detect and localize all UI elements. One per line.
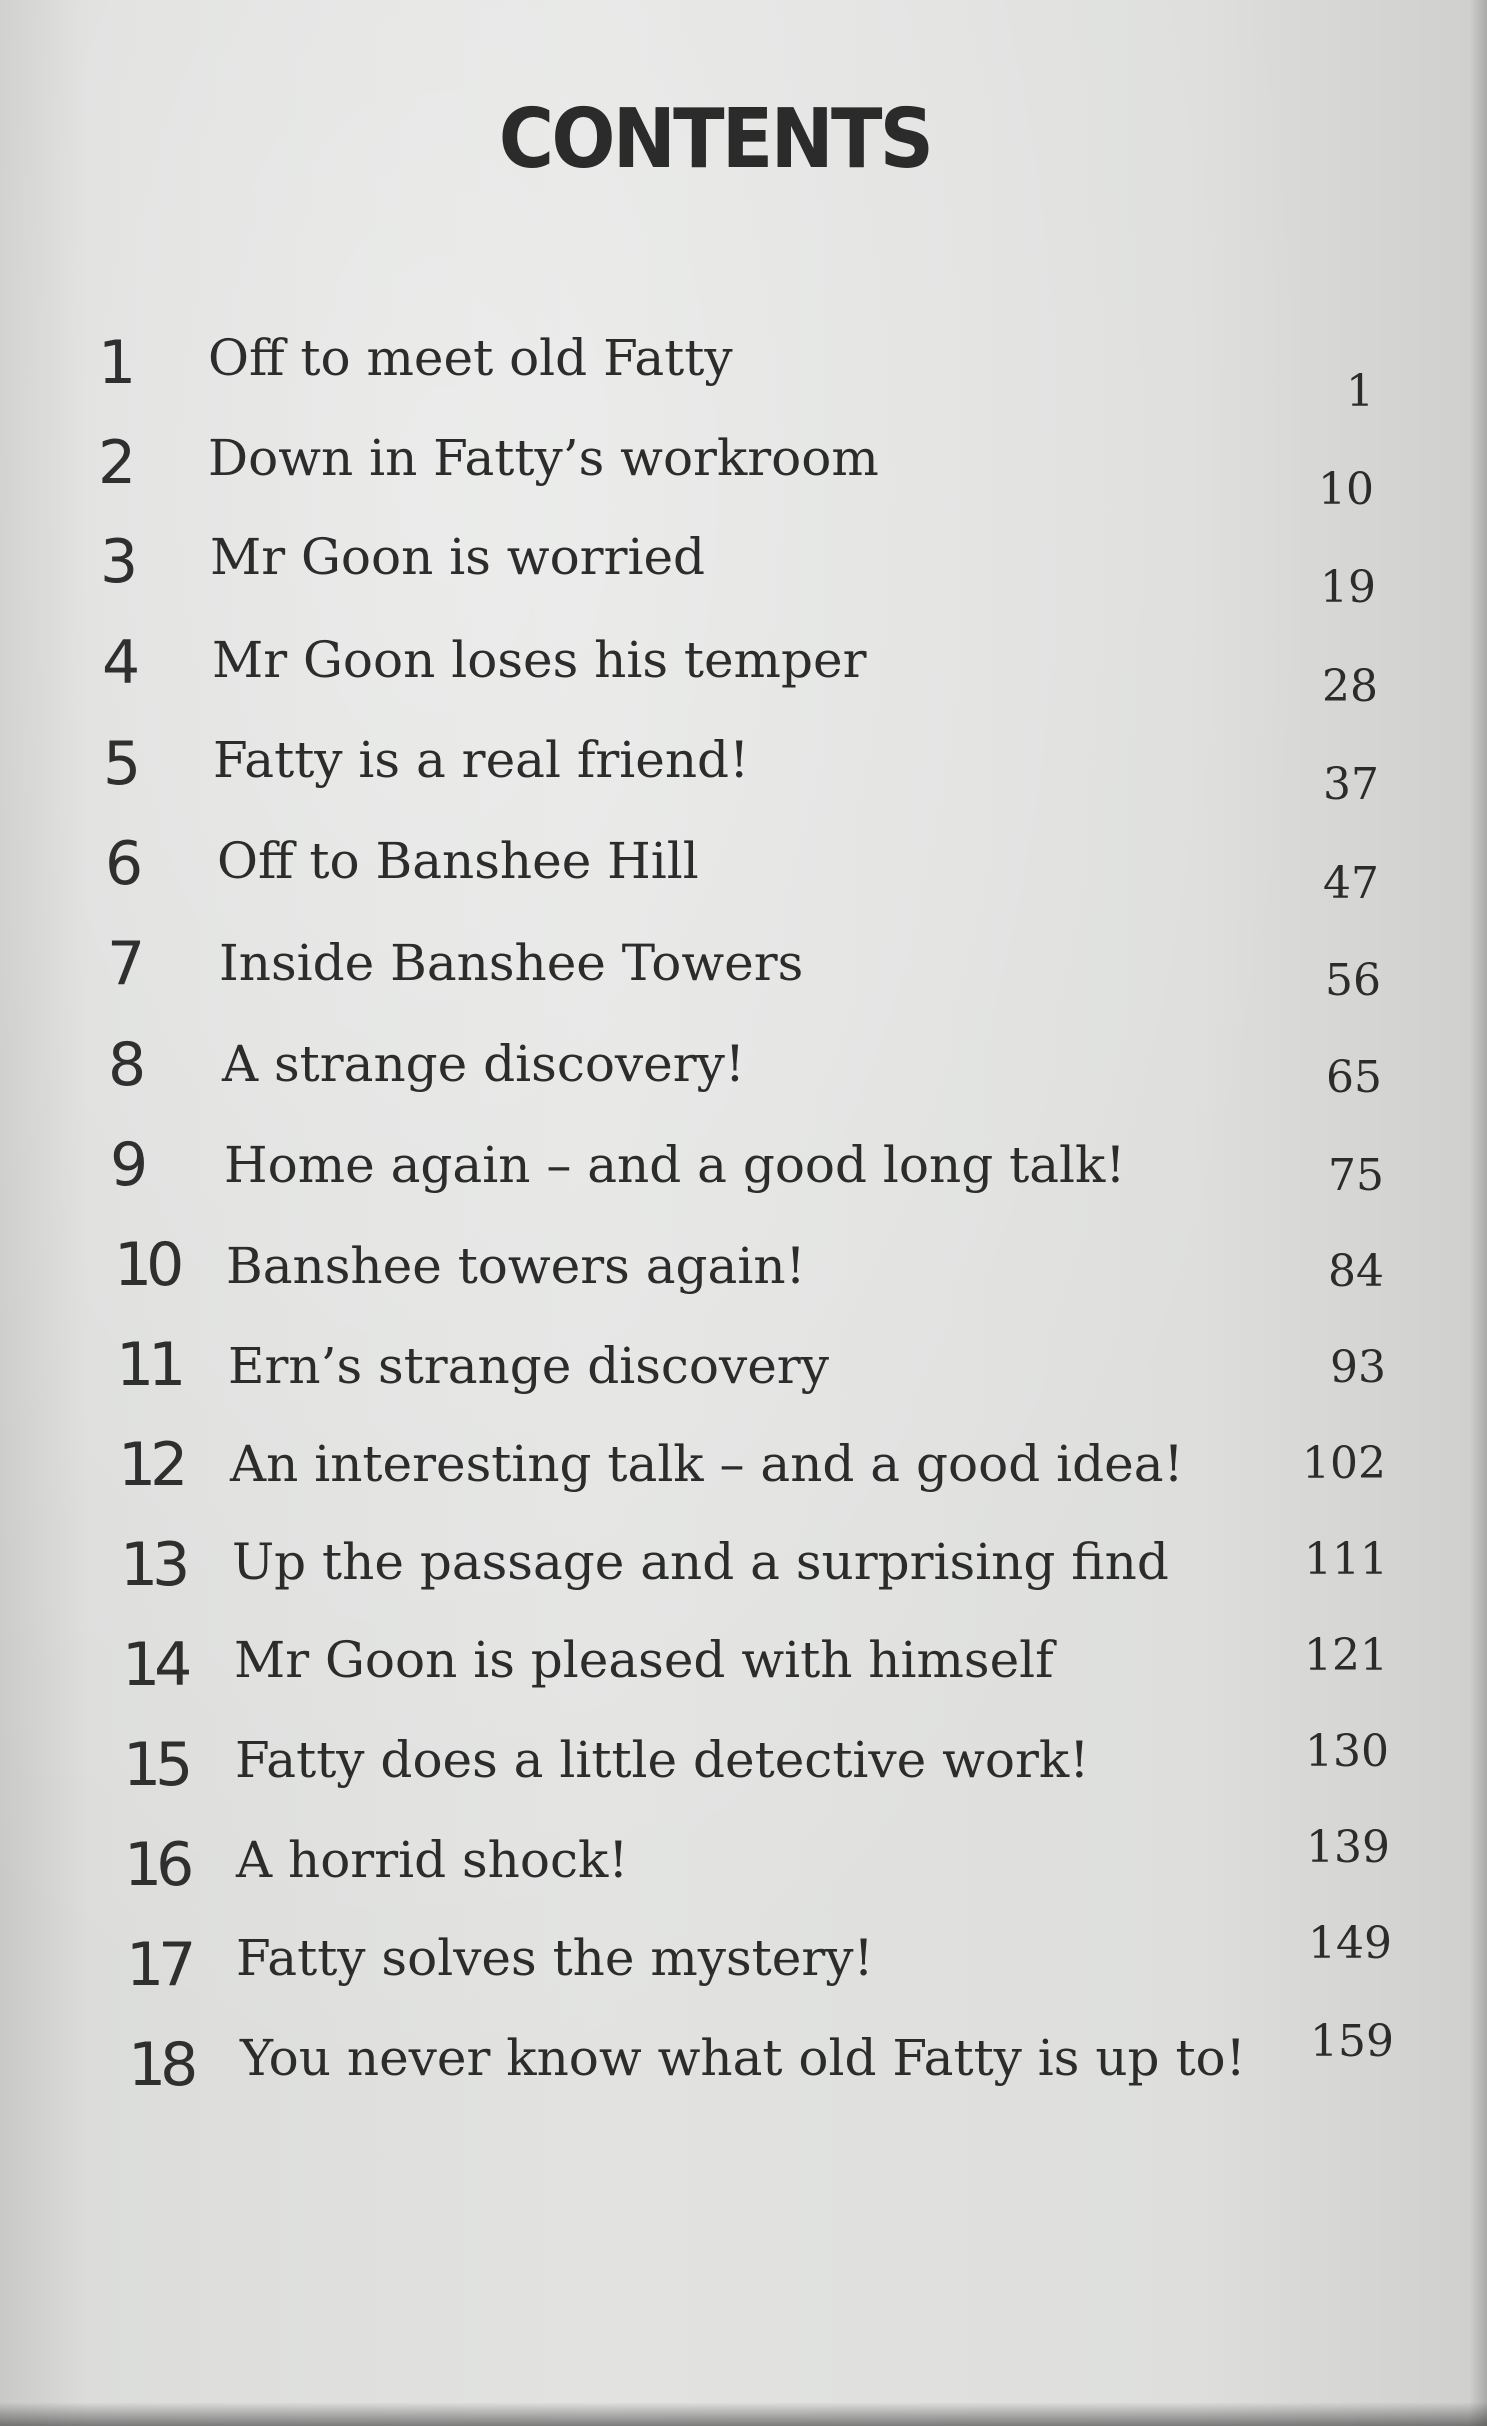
chapter-page: 130 bbox=[1305, 1726, 1389, 1777]
chapter-title: Mr Goon is worried bbox=[210, 528, 706, 586]
chapter-page: 93 bbox=[1330, 1342, 1386, 1393]
toc-entry bbox=[116, 1330, 1386, 1410]
chapter-title: Mr Goon loses his temper bbox=[212, 631, 867, 689]
toc-entry bbox=[123, 1726, 1389, 1810]
chapter-number: 14 bbox=[122, 1630, 187, 1700]
toc-entry bbox=[124, 1822, 1390, 1910]
toc-entry bbox=[108, 1030, 1382, 1110]
chapter-page: 121 bbox=[1304, 1630, 1388, 1681]
toc-entry bbox=[107, 929, 1381, 1009]
chapter-number: 11 bbox=[116, 1330, 181, 1400]
toc-entry bbox=[114, 1230, 1384, 1310]
chapter-title: Home again – and a good long talk! bbox=[224, 1136, 1126, 1194]
chapter-number: 10 bbox=[114, 1230, 179, 1300]
toc-entry bbox=[122, 1630, 1388, 1710]
chapter-number: 16 bbox=[124, 1830, 189, 1900]
page-title: CONTENTS bbox=[498, 92, 932, 187]
chapter-page: 159 bbox=[1310, 2016, 1394, 2067]
chapter-number: 8 bbox=[108, 1030, 141, 1100]
toc-entry bbox=[118, 1430, 1386, 1510]
chapter-page: 139 bbox=[1306, 1822, 1390, 1873]
chapter-number: 7 bbox=[107, 929, 140, 999]
chapter-number: 2 bbox=[98, 428, 131, 498]
chapter-number: 17 bbox=[126, 1930, 191, 2000]
chapter-title: Inside Banshee Towers bbox=[219, 934, 804, 992]
chapter-title: Off to meet old Fatty bbox=[208, 329, 733, 387]
chapter-page: 10 bbox=[1318, 464, 1374, 515]
chapter-title: Fatty does a little detective work! bbox=[235, 1731, 1090, 1789]
page-edge-shadow bbox=[1469, 0, 1487, 2426]
chapter-page: 111 bbox=[1304, 1534, 1388, 1585]
chapter-title: Mr Goon is pleased with himself bbox=[234, 1631, 1054, 1689]
toc-entry bbox=[105, 829, 1379, 909]
chapter-number: 5 bbox=[103, 729, 136, 799]
chapter-number: 18 bbox=[128, 2030, 193, 2100]
chapter-title: Fatty is a real friend! bbox=[213, 731, 750, 789]
toc-entry bbox=[126, 1918, 1392, 2010]
chapter-title: Ern’s strange discovery bbox=[228, 1337, 829, 1395]
toc-entry bbox=[98, 328, 1374, 417]
chapter-number: 9 bbox=[110, 1130, 143, 1200]
toc-entry bbox=[98, 428, 1374, 515]
chapter-page: 75 bbox=[1328, 1150, 1384, 1201]
toc-entry bbox=[110, 1130, 1384, 1210]
toc-entry bbox=[100, 527, 1376, 613]
chapter-title: A strange discovery! bbox=[222, 1035, 745, 1093]
chapter-page: 1 bbox=[1346, 366, 1374, 417]
chapter-number: 15 bbox=[123, 1730, 188, 1800]
toc-entry bbox=[102, 628, 1378, 712]
page-bottom-shadow bbox=[0, 2402, 1487, 2426]
chapter-page: 102 bbox=[1302, 1438, 1386, 1489]
chapter-page: 149 bbox=[1308, 1918, 1392, 1969]
chapter-page: 37 bbox=[1323, 759, 1379, 810]
toc-entry bbox=[120, 1530, 1388, 1610]
chapter-number: 13 bbox=[120, 1530, 185, 1600]
chapter-number: 1 bbox=[98, 328, 131, 398]
chapter-title: Down in Fatty’s workroom bbox=[208, 429, 879, 487]
chapter-title: An interesting talk – and a good idea! bbox=[230, 1435, 1184, 1493]
chapter-page: 47 bbox=[1323, 858, 1379, 909]
chapter-page: 84 bbox=[1328, 1246, 1384, 1297]
chapter-title: Off to Banshee Hill bbox=[217, 832, 699, 890]
chapter-title: You never know what old Fatty is up to! bbox=[240, 2029, 1246, 2087]
chapter-title: Up the passage and a surprising find bbox=[232, 1533, 1169, 1591]
toc-entry bbox=[128, 2016, 1394, 2110]
chapter-number: 12 bbox=[118, 1430, 183, 1500]
toc-entry bbox=[103, 729, 1379, 810]
chapter-page: 19 bbox=[1320, 562, 1376, 613]
chapter-page: 56 bbox=[1325, 955, 1381, 1006]
chapter-title: Banshee towers again! bbox=[226, 1237, 806, 1295]
chapter-title: Fatty solves the mystery! bbox=[236, 1929, 874, 1987]
chapter-number: 3 bbox=[100, 527, 133, 597]
chapter-page: 28 bbox=[1322, 661, 1378, 712]
chapter-title: A horrid shock! bbox=[236, 1831, 629, 1889]
chapter-number: 6 bbox=[105, 829, 138, 899]
chapter-number: 4 bbox=[102, 628, 135, 698]
chapter-page: 65 bbox=[1326, 1052, 1382, 1103]
